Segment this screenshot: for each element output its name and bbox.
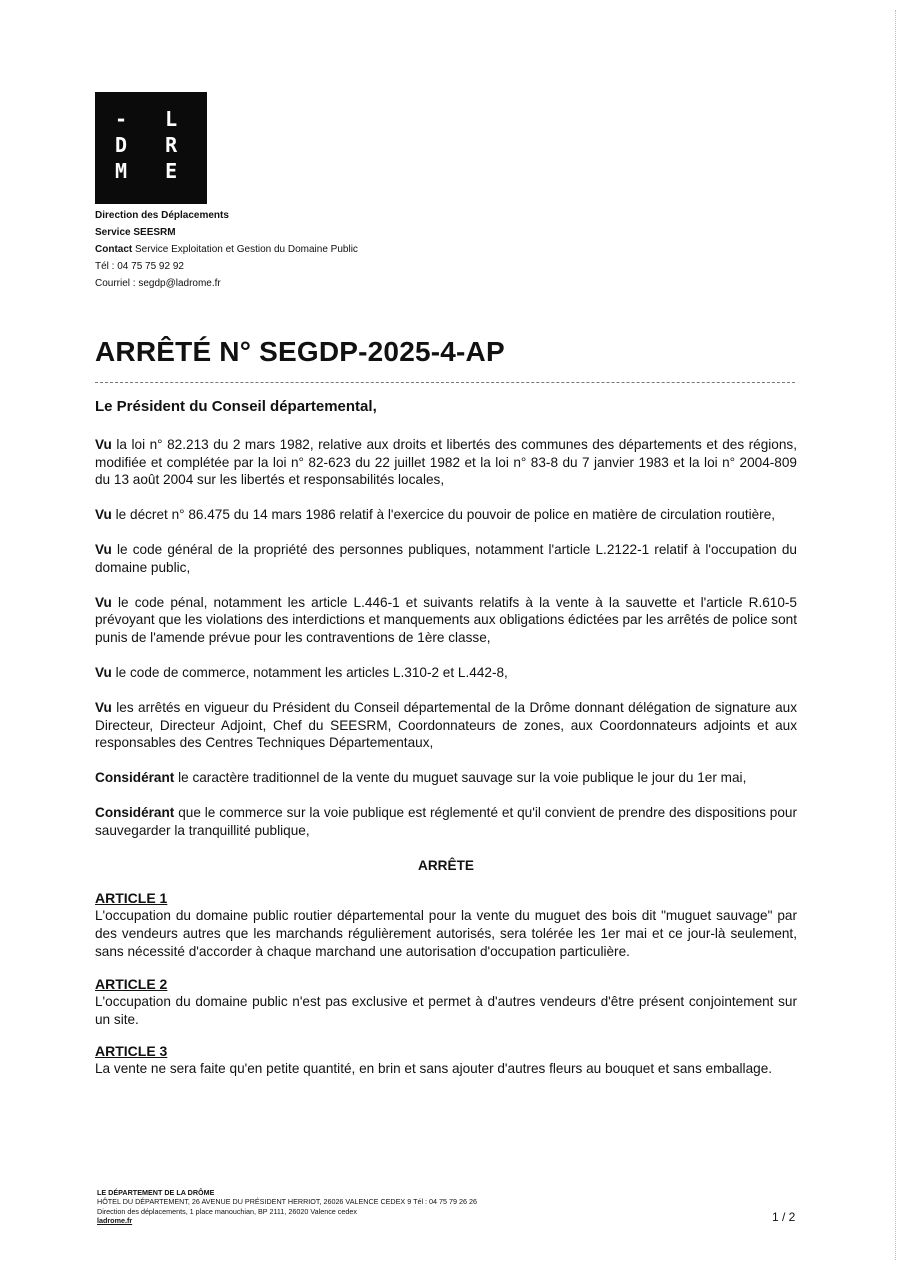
considerant-item: Considérant que le commerce sur la voie publique est réglementé et qu'il convient de prendre des dispositions pour sauvegarder la tranquillité publique,: [95, 804, 797, 838]
footer-website-link[interactable]: ladrome.fr: [97, 1216, 133, 1226]
contact-line: [95, 241, 358, 258]
page-number: 1 / 2: [772, 1210, 796, 1224]
page-edge-artifact: [895, 10, 896, 1260]
article-title: ARTICLE 2: [95, 975, 168, 992]
vu-item: Vu le code de commerce, notamment les articles L.310-2 et L.442-8,: [95, 664, 508, 680]
article-text: L'occupation du domaine public routier départemental pour la vente du muguet des bois dit "muguet sauvage" par des vendeurs autres que les marchands régulièrement autorisés, sera tolérée les 1er mai et ce jour-là seulement, sans nécessité d'accorder à chaque marchand une autorisation d'occupation particulière.: [95, 908, 797, 959]
title-divider: [95, 382, 795, 383]
contact-block: [95, 207, 358, 292]
article-text: L'occupation du domaine public n'est pas exclusive et permet à d'autres vendeurs d'être présent conjointement sur un site.: [95, 993, 797, 1027]
contact-label: Contact: [95, 244, 133, 255]
vu-item: Vu le code pénal, notamment les article L.446-1 et suivants relatifs à la vente à la sauvette et l'article R.610-5 prévoyant que les violations des interdictions et manquements aux obligations édictées par les arrêtés de police sont punis de l'amende prévue pour les contraventions de 1ère classe,: [95, 594, 797, 646]
article-title: ARTICLE 1: [95, 890, 168, 907]
arrete-heading: ARRÊTE: [418, 857, 474, 873]
direction-name: Direction des Déplacements: [95, 210, 229, 221]
email-address: Courriel : segdp@ladrome.fr: [95, 278, 221, 289]
footer-address: HÔTEL DU DÉPARTEMENT, 26 AVENUE DU PRÉSIDENT HERRIOT, 26026 VALENCE CEDEX 9 Tél : 04 75 79 26 26: [97, 1197, 478, 1207]
contact-value: Service Exploitation et Gestion du Domaine Public: [135, 244, 358, 255]
la-drome-logo: [95, 92, 241, 204]
logo-line-1: - L A: [115, 107, 241, 131]
document-body: [95, 398, 797, 1093]
article-1: [95, 890, 797, 960]
vu-item: Vu les arrêtés en vigueur du Président du Conseil départemental de la Drôme donnant délégation de signature aux Directeur, Directeur Adjoint, Chef du SEESRM, Coordonnateurs de zones, aux Coordonnateurs adjoints et aux responsables des Centres Techniques Départementaux,: [95, 699, 797, 751]
logo-line-2: D R O: [115, 133, 241, 157]
article-3: [95, 1043, 797, 1078]
article-title: ARTICLE 3: [95, 1043, 168, 1060]
phone-number: Tél : 04 75 75 92 92: [95, 261, 184, 272]
vu-item: Vu le décret n° 86.475 du 14 mars 1986 relatif à l'exercice du pouvoir de police en matière de circulation routière,: [95, 507, 776, 523]
considerant-item: Considérant le caractère traditionnel de la vente du muguet sauvage sur la voie publique le jour du 1er mai,: [95, 770, 747, 786]
article-text: La vente ne sera faite qu'en petite quantité, en brin et sans ajouter d'autres fleurs au bouquet et sans emballage.: [95, 1061, 773, 1077]
footer-direction-address: Direction des déplacements, 1 place manouchian, BP 2111, 26020 Valence cedex: [97, 1206, 357, 1216]
footer-org: LE DÉPARTEMENT DE LA DRÔME: [97, 1188, 215, 1197]
page-title: ARRÊTÉ N° SEGDP-2025-4-AP: [95, 336, 505, 367]
president-heading: Le Président du Conseil départemental,: [95, 398, 377, 415]
service-name: Service SEESRM: [95, 227, 176, 238]
article-2: [95, 976, 797, 1029]
page-footer: [97, 1188, 477, 1226]
vu-item: Vu le code général de la propriété des personnes publiques, notamment l'article L.2122-1 relatif à l'occupation du domaine public,: [95, 541, 797, 575]
logo-line-3: M E -: [115, 159, 241, 183]
vu-item: Vu la loi n° 82.213 du 2 mars 1982, relative aux droits et libertés des communes des départements et des régions, modifiée et complétée par la loi n° 82-623 du 22 juillet 1982 et la loi n° 83-8 du 7 janvier 1983 et la loi n° 2004-809 du 13 août 2004 sur les libertés et responsabilités locales,: [95, 436, 797, 488]
